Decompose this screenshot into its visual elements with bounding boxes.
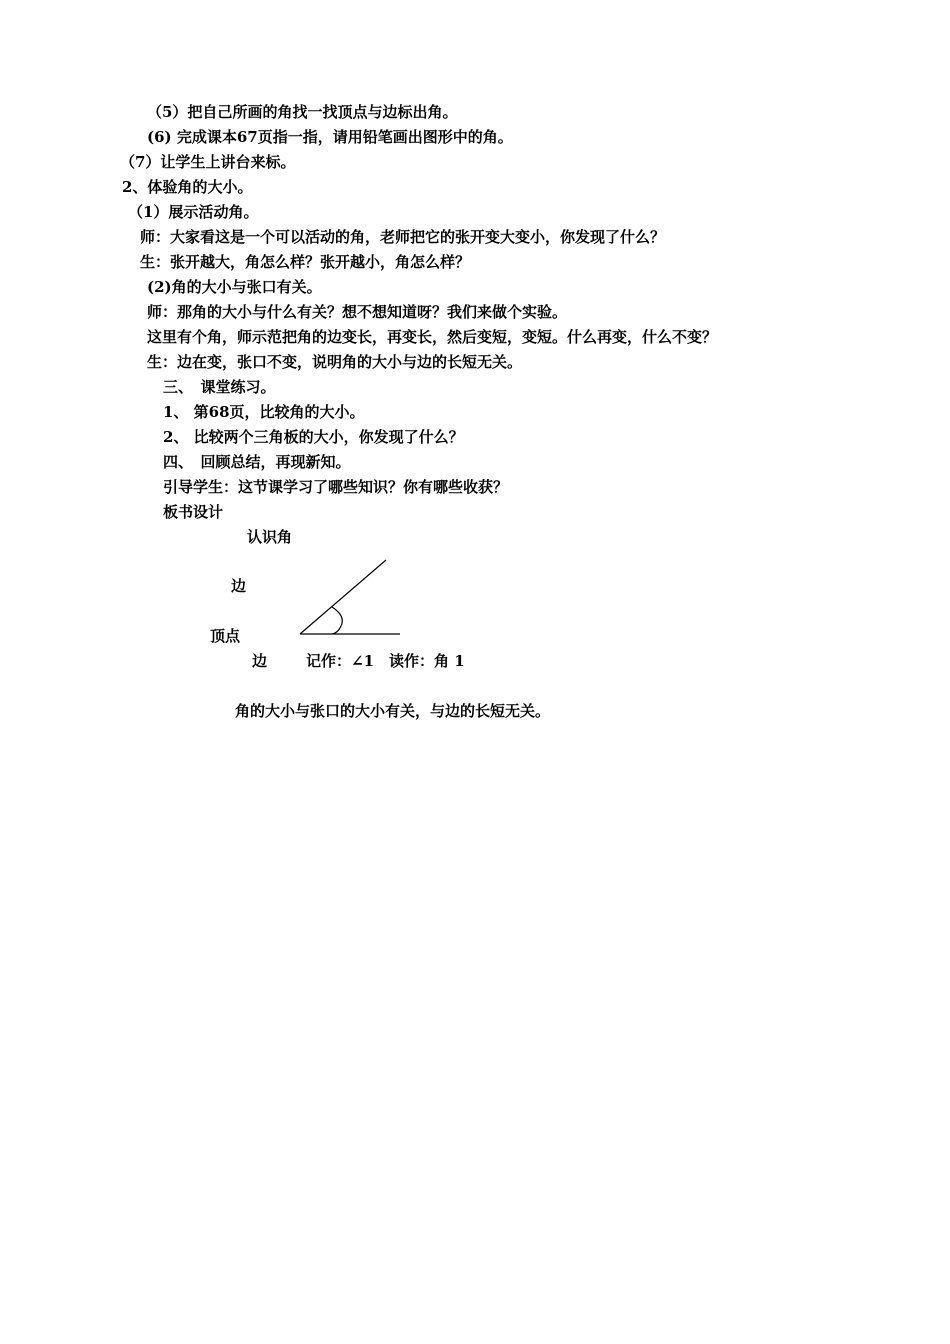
board-label-vertex: 顶点 <box>210 627 241 645</box>
angle-arc-mark <box>332 607 342 634</box>
text-line-teacher-question: 师：大家看这是一个可以活动的角，老师把它的张开变大变小，你发现了什么？ <box>140 228 666 246</box>
angle-side-upper <box>300 560 386 634</box>
text-line-step6: (6) 完成课本67页指一指，请用铅笔画出图形中的角。 <box>147 128 513 146</box>
text-line-demonstration: 这里有个角，师示范把角的边变长，再变长，然后变短，变短。什么再变，什么不变？ <box>147 328 718 346</box>
text-line-show-angle: （1）展示活动角。 <box>128 203 259 221</box>
angle-diagram <box>296 556 406 640</box>
text-line-guide-students: 引导学生：这节课学习了哪些知识？你有哪些收获？ <box>163 478 509 496</box>
text-line-practice-2: 2、 比较两个三角板的大小，你发现了什么？ <box>163 428 464 446</box>
text-line-practice-1: 1、 第68页，比较角的大小。 <box>163 403 365 421</box>
board-label-side-bottom: 边 <box>252 652 268 670</box>
section-heading-practice: 三、 课堂练习。 <box>163 378 276 396</box>
text-line-teacher-experiment: 师：那角的大小与什么有关？想不想知道呀？我们来做个实验。 <box>147 303 568 321</box>
board-label-side-top: 边 <box>231 577 247 595</box>
text-line-step7: （7）让学生上讲台来标。 <box>120 153 296 171</box>
section-heading-board-design: 板书设计 <box>163 503 224 521</box>
text-line-student-conclusion: 生：边在变，张口不变，说明角的大小与边的长短无关。 <box>147 353 523 371</box>
text-line-student-answer: 生：张开越大，角怎么样？张开越小，角怎么样？ <box>140 253 471 271</box>
section-heading-angle-size: 2、体验角的大小。 <box>122 178 253 196</box>
section-heading-review: 四、 回顾总结，再现新知。 <box>163 453 351 471</box>
board-title: 认识角 <box>247 528 293 546</box>
text-line-step5: （5）把自己所画的角找一找顶点与边标出角。 <box>147 103 458 121</box>
text-line-angle-opening: (2)角的大小与张口有关。 <box>147 278 322 296</box>
board-conclusion: 角的大小与张口的大小有关，与边的长短无关。 <box>235 702 551 720</box>
board-notation: 记作：∠1 读作：角 1 <box>306 652 465 670</box>
